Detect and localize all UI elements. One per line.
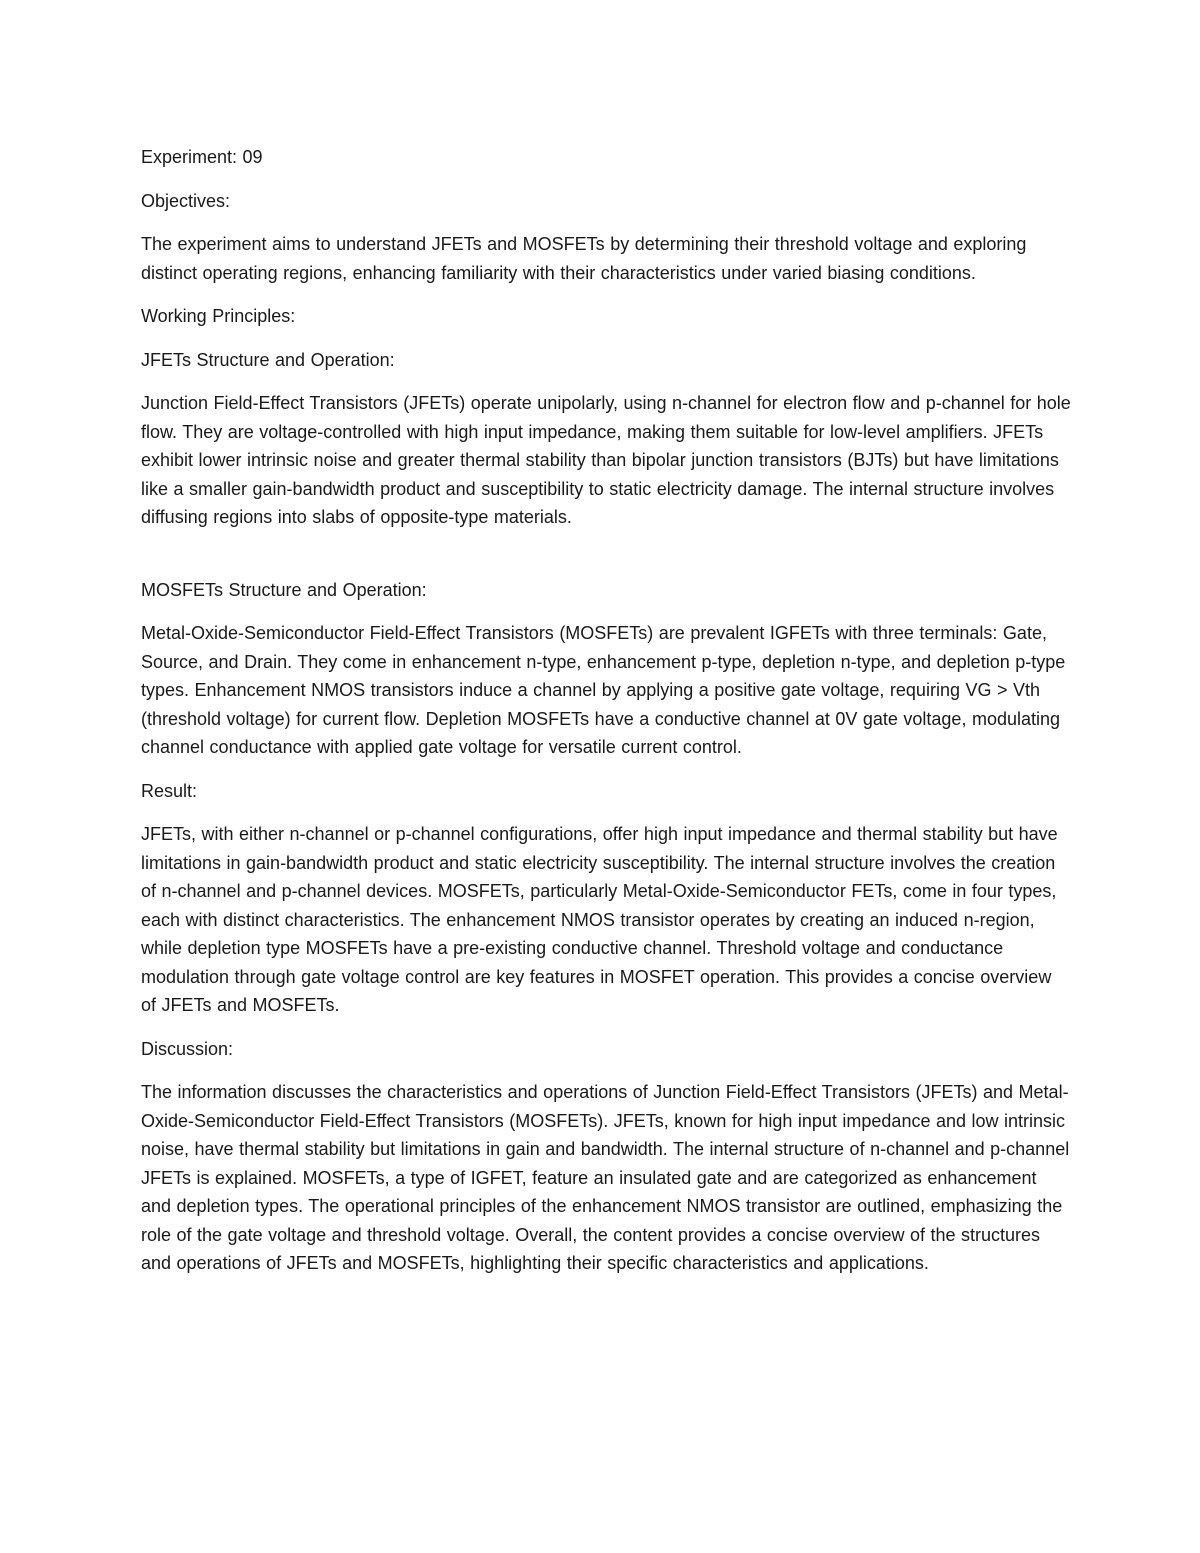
- jfet-heading: JFETs Structure and Operation:: [141, 349, 395, 370]
- mosfet-paragraph: Metal-Oxide-Semiconductor Field-Effect Transistors (MOSFETs) are prevalent IGFETs with three terminals: Gate, Source, and Drain. They come in enhancement n-type, enhancement p-type, depletion n-type, and depletion p-type types. Enhancement NMOS transistors induce a channel by applying a positive gate voltage, requiring VG > Vth (threshold voltage) for current flow. Depletion MOSFETs have a conductive channel at 0V gate voltage, modulating channel conductance with applied gate voltage for versatile current control.: [141, 623, 1066, 757]
- objectives-paragraph: The experiment aims to understand JFETs and MOSFETs by determining their threshold voltage and exploring distinct operating regions, enhancing familiarity with their characteristics under varied biasing conditions.: [141, 234, 1027, 283]
- mosfet-heading: MOSFETs Structure and Operation:: [141, 579, 427, 600]
- working-principles-heading: Working Principles:: [141, 306, 296, 326]
- objectives-heading: Objectives:: [141, 190, 231, 211]
- result-heading: Result:: [141, 780, 198, 801]
- document-page: [141, 143, 1071, 1293]
- discussion-heading: Discussion:: [141, 1038, 234, 1059]
- jfet-paragraph: Junction Field-Effect Transistors (JFETs) operate unipolarly, using n-channel for electron flow and p-channel for hole flow. They are voltage-controlled with high input impedance, making them suitable for low-level amplifiers. JFETs exhibit lower intrinsic noise and greater thermal stability than bipolar junction transistors (BJTs) but have limitations like a smaller gain-bandwidth product and susceptibility to static electricity damage. The internal structure involves diffusing regions into slabs of opposite-type materials.: [141, 393, 1071, 527]
- result-paragraph: JFETs, with either n-channel or p-channel configurations, offer high input impedance and thermal stability but have limitations in gain-bandwidth product and static electricity susceptibility. The internal structure involves the creation of n-channel and p-channel devices. MOSFETs, particularly Metal-Oxide-Semiconductor FETs, come in four types, each with distinct characteristics. The enhancement NMOS transistor operates by creating an induced n-region, while depletion type MOSFETs have a pre-existing conductive channel. Threshold voltage and conductance modulation through gate voltage control are key features in MOSFET operation. This provides a concise overview of JFETs and MOSFETs.: [141, 824, 1058, 1015]
- experiment-title: Experiment: 09: [141, 147, 263, 167]
- discussion-paragraph: The information discusses the characteristics and operations of Junction Field-Effect Transistors (JFETs) and Metal-Oxide-Semiconductor Field-Effect Transistors (MOSFETs). JFETs, known for high input impedance and low intrinsic noise, have thermal stability but limitations in gain and bandwidth. The internal structure of n-channel and p-channel JFETs is explained. MOSFETs, a type of IGFET, feature an insulated gate and are categorized as enhancement and depletion types. The operational principles of the enhancement NMOS transistor are outlined, emphasizing the role of the gate voltage and threshold voltage. Overall, the content provides a concise overview of the structures and operations of JFETs and MOSFETs, highlighting their specific characteristics and applications.: [141, 1082, 1070, 1273]
